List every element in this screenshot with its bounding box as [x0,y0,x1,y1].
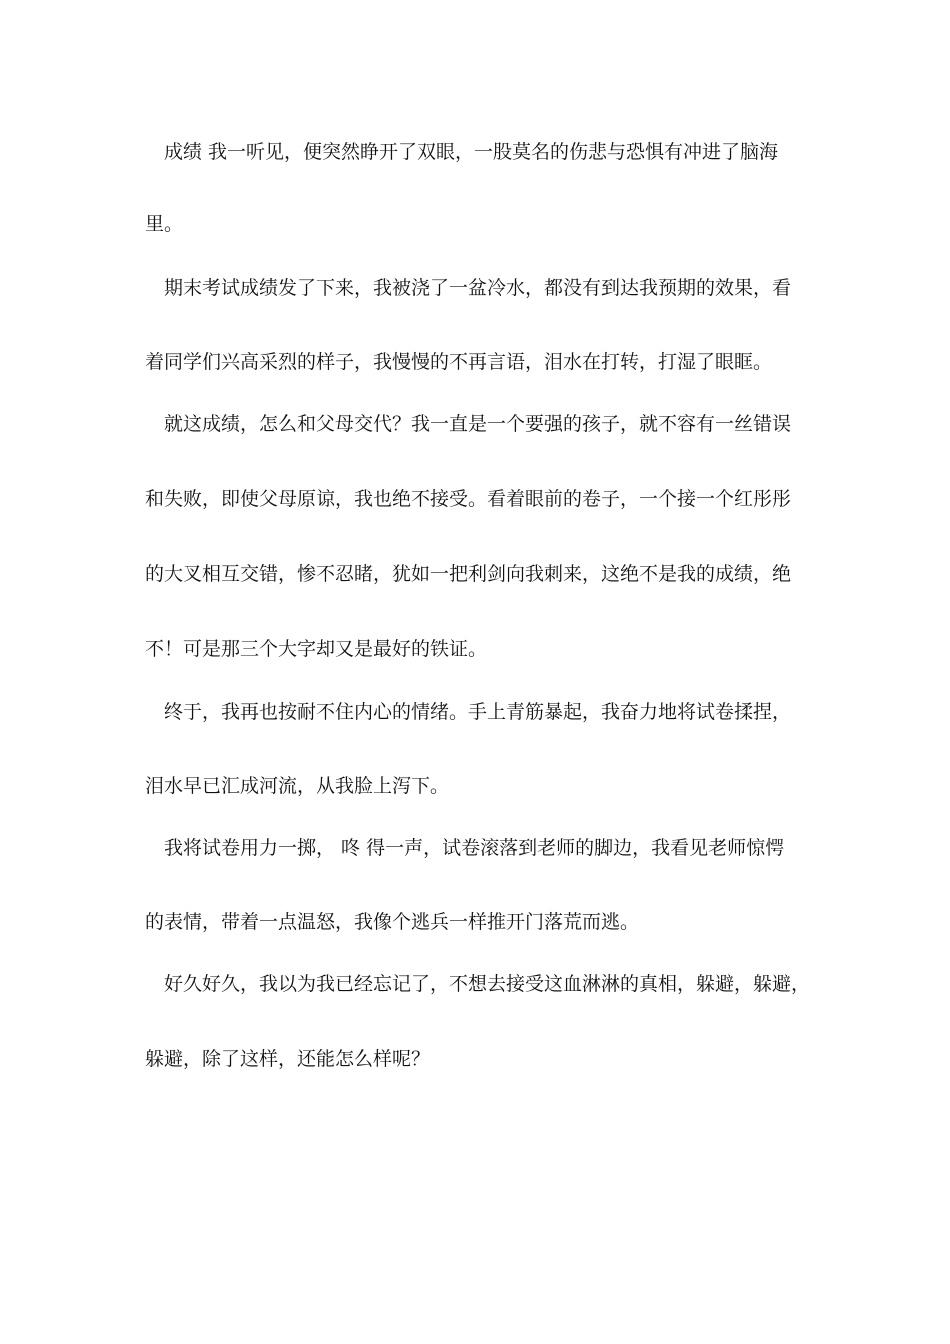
paragraph-2-line-1: 期末考试成绩发了下来，我被浇了一盆冷水，都没有到达我预期的效果，看 [145,277,792,299]
paragraph-3-line-3: 的大叉相互交错，惨不忍睹，犹如一把利剑向我刺来，这绝不是我的成绩，绝 [145,563,792,585]
paragraph-3-line-1: 就这成绩，怎么和父母交代？我一直是一个要强的孩子，就不容有一丝错误 [145,413,792,435]
paragraph-1-line-1: 成绩 我一听见，便突然睁开了双眼，一股莫名的伤悲与恐惧有冲进了脑海 [145,141,779,163]
paragraph-5-line-1: 我将试卷用力一掷， 咚 得一声，试卷滚落到老师的脚边，我看见老师惊愕 [145,837,785,859]
paragraph-6-line-2: 躲避，除了这样，还能怎么样呢？ [145,1048,431,1070]
paragraph-2-line-2: 着同学们兴高采烈的样子，我慢慢的不再言语，泪水在打转，打湿了眼眶。 [145,351,773,373]
paragraph-5-line-2: 的表情，带着一点温怒，我像个逃兵一样推开门落荒而逃。 [145,911,640,933]
paragraph-6-line-1: 好久好久，我以为我已经忘记了，不想去接受这血淋淋的真相，躲避，躲避， [145,973,811,995]
paragraph-3-line-4: 不！可是那三个大字却又是最好的铁证。 [145,638,488,660]
paragraph-4-line-1: 终于，我再也按耐不住内心的情绪。手上青筋暴起，我奋力地将试卷揉捏， [145,701,792,723]
paragraph-3-line-2: 和失败，即使父母原谅，我也绝不接受。看着眼前的卷子，一个接一个红彤彤 [145,488,792,510]
paragraph-1-line-2: 里。 [145,213,184,235]
paragraph-4-line-2: 泪水早已汇成河流，从我脸上泻下。 [145,775,450,797]
